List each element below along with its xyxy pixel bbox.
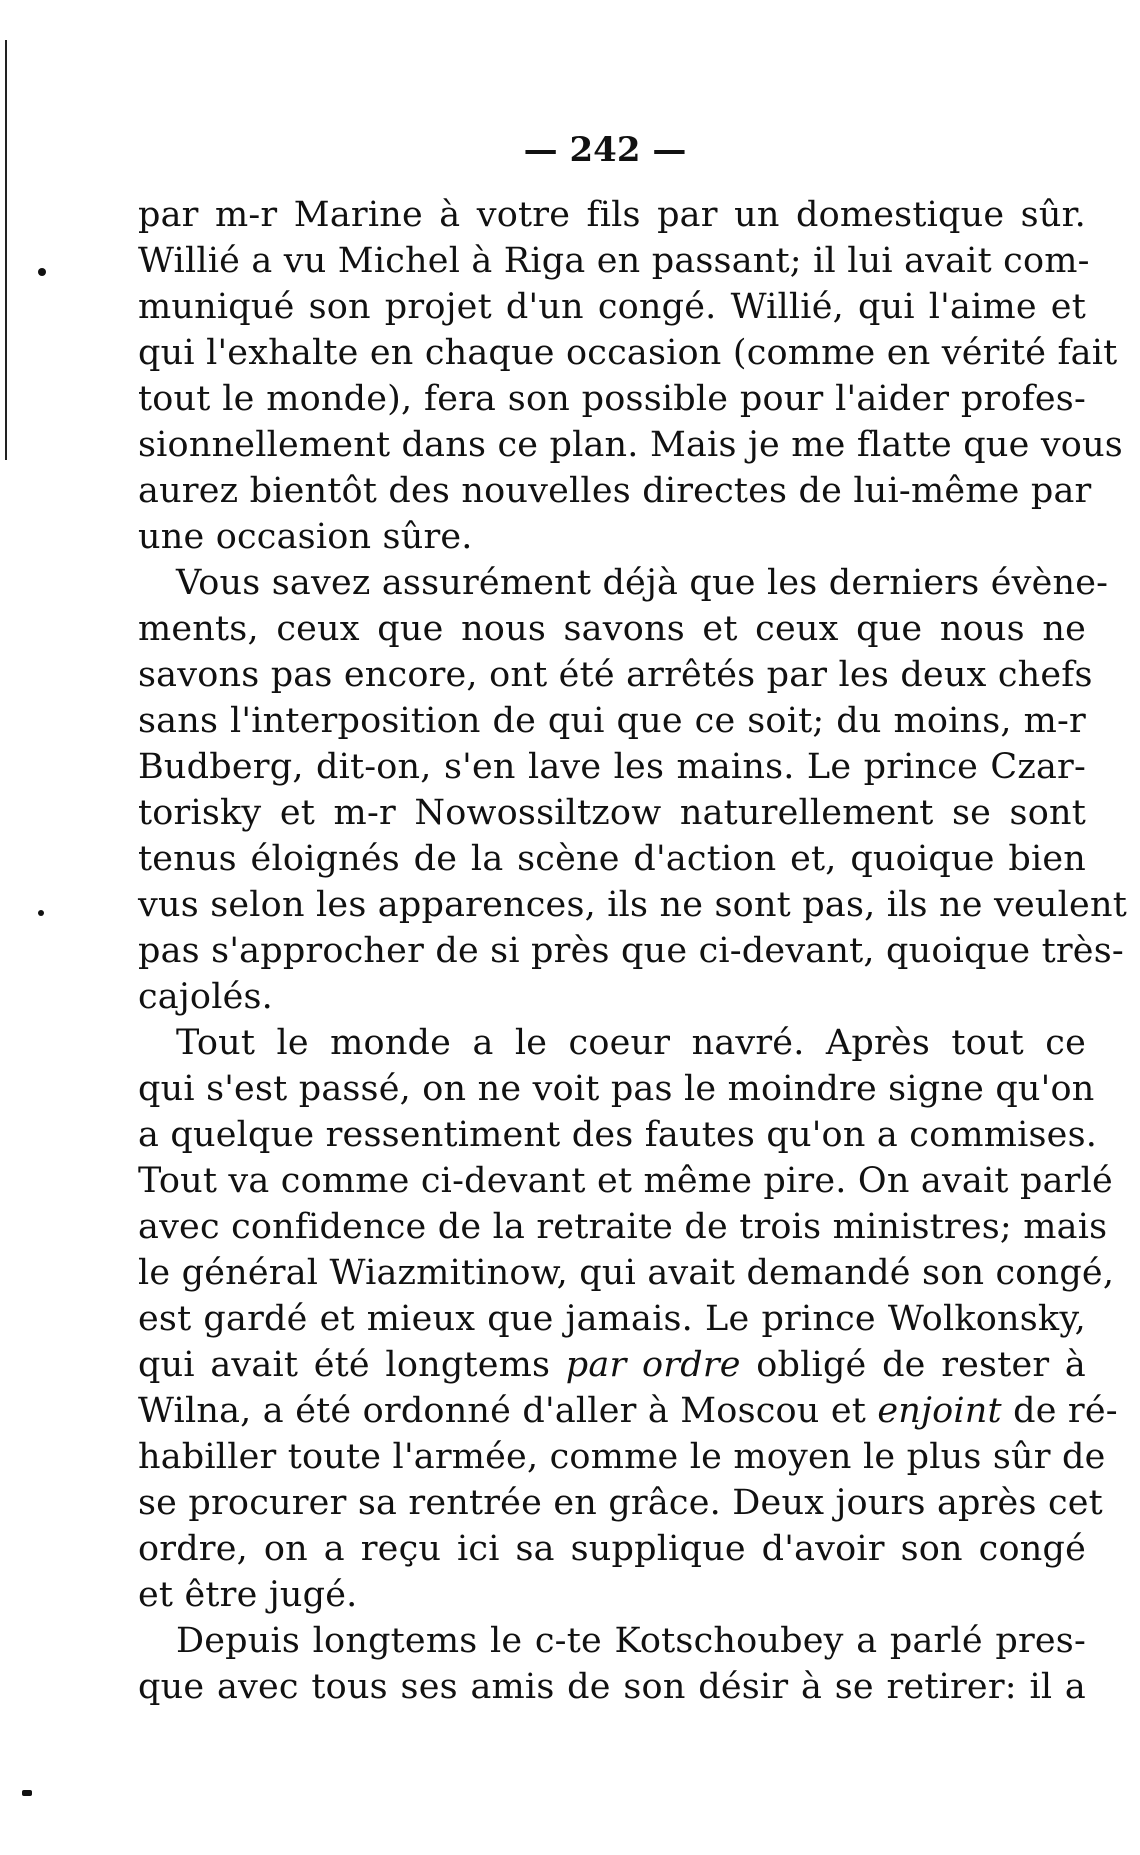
italic-phrase: enjoint <box>877 1391 1002 1431</box>
text-line: par m-r Marine à votre fils par un domestique sûr. <box>138 195 1086 235</box>
text-line: savons pas encore, ont été arrêtés par les deux chefs <box>138 655 1093 695</box>
text-line: qui l'exhalte en chaque occasion (comme en vérité fait <box>138 333 1118 373</box>
page-edge-line <box>5 40 7 460</box>
text-line: le général Wiazmitinow, qui avait demandé son congé, <box>138 1253 1115 1293</box>
text-line: torisky et m-r Nowossiltzow naturellement se sont <box>138 793 1086 833</box>
text-line: tout le monde), fera son possible pour l'aider profes- <box>138 379 1086 419</box>
text-line: Tout va comme ci-devant et même pire. On avait parlé <box>138 1161 1113 1201</box>
text-line: tenus éloignés de la scène d'action et, quoique bien <box>138 839 1086 879</box>
margin-dot-mark <box>38 910 44 916</box>
text-line: a quelque ressentiment des fautes qu'on a commises. <box>138 1115 1098 1155</box>
margin-dot-mark <box>22 1790 32 1796</box>
body-text <box>138 192 1127 1710</box>
text-line: est gardé et mieux que jamais. Le prince Wolkonsky, <box>138 1299 1086 1339</box>
text-line: habiller toute l'armée, comme le moyen le plus sûr de <box>138 1437 1106 1477</box>
text-line: vus selon les apparences, ils ne sont pas, ils ne veulent <box>138 885 1127 925</box>
text-line: aurez bientôt des nouvelles directes de lui-même par <box>138 471 1092 511</box>
text-line: et être jugé. <box>138 1575 358 1615</box>
text-segment: de ré- <box>1001 1391 1118 1431</box>
text-line: que avec tous ses amis de son désir à se retirer: il a <box>138 1667 1086 1707</box>
page-number: — 242 — <box>523 130 687 170</box>
text-line: sionnellement dans ce plan. Mais je me flatte que vous <box>138 425 1123 465</box>
text-segment: obligé de rester à <box>740 1345 1086 1385</box>
text-line <box>138 1342 1086 1388</box>
text-line: muniqué son projet d'un congé. Willié, qui l'aime et <box>138 287 1086 327</box>
text-line: qui s'est passé, on ne voit pas le moindre signe qu'on <box>138 1069 1095 1109</box>
text-line: ments, ceux que nous savons et ceux que nous ne <box>138 609 1086 649</box>
text-line: Vous savez assurément déjà que les derniers évène- <box>176 563 1109 603</box>
text-line: Depuis longtems le c-te Kotschoubey a parlé pres- <box>176 1621 1086 1661</box>
italic-phrase: par ordre <box>565 1345 741 1385</box>
text-line: Budberg, dit-on, s'en lave les mains. Le prince Czar- <box>138 747 1086 787</box>
text-line: ordre, on a reçu ici sa supplique d'avoir son congé <box>138 1529 1086 1569</box>
text-line: avec confidence de la retraite de trois ministres; mais <box>138 1207 1108 1247</box>
text-line: Willié a vu Michel à Riga en passant; il lui avait com- <box>138 241 1090 281</box>
text-line: sans l'interposition de qui que ce soit; du moins, m-r <box>138 701 1086 741</box>
text-line: pas s'approcher de si près que ci-devant, quoique très- <box>138 931 1124 971</box>
text-segment: Wilna, a été ordonné d'aller à Moscou et <box>138 1391 878 1431</box>
text-line: cajolés. <box>138 977 273 1017</box>
text-line: se procurer sa rentrée en grâce. Deux jours après cet <box>138 1483 1103 1523</box>
text-line: Tout le monde a le coeur navré. Après tout ce <box>176 1023 1086 1063</box>
text-line <box>138 1388 1118 1434</box>
margin-dot-mark <box>38 268 46 276</box>
text-line: une occasion sûre. <box>138 517 473 557</box>
text-segment: qui avait été longtems <box>138 1345 566 1385</box>
